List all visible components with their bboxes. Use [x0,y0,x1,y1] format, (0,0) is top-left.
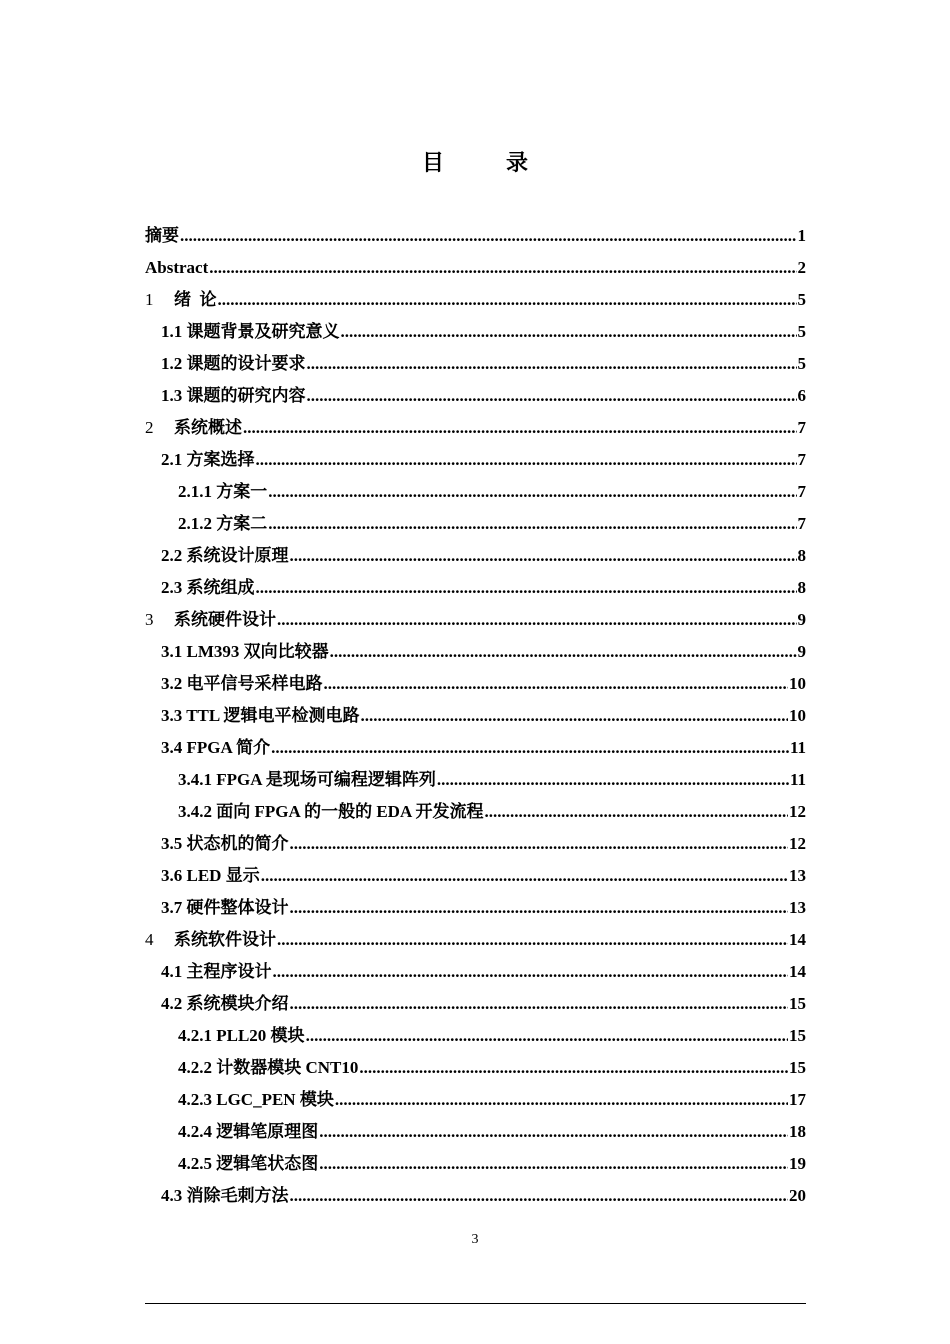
dot-leader [277,924,788,956]
toc-entry[interactable] [145,636,806,668]
toc-entry-label: 3.5 状态机的简介 [161,834,289,853]
page-number: 3 [471,1232,479,1247]
toc-page-number: 7 [797,418,806,437]
toc-entry[interactable] [145,476,806,508]
dot-leader [218,284,797,316]
footer-rule [145,1303,806,1304]
toc-page-number: 13 [789,898,806,917]
dot-leader [319,1148,788,1180]
toc-entry-label: 4.2 系统模块介绍 [161,994,289,1013]
toc-entry-label: 4.2.3 LGC_PEN 模块 [178,1090,334,1109]
toc-entry-label: 2.3 系统组成 [161,578,255,597]
toc-chapter-number: 2 [145,418,154,437]
toc-page-number: 12 [789,802,806,821]
toc-entry-label: 1.2 课题的设计要求 [161,354,306,373]
toc-entry[interactable] [145,380,806,412]
toc-title: 目 录 [421,151,548,176]
toc-page-number: 5 [797,354,806,373]
toc-page-number: 20 [789,1186,806,1205]
toc-page-number: 6 [797,386,806,405]
toc-page-number: 10 [789,706,806,725]
toc-page-number: 15 [789,1058,806,1077]
toc-chapter-title: 系统软件设计 [174,930,276,949]
toc-entry[interactable] [145,540,806,572]
toc-page-number: 1 [797,226,806,245]
toc-entry-label: 3.7 硬件整体设计 [161,898,289,917]
dot-leader [268,508,796,540]
dot-leader [290,540,797,572]
toc-chapter-number: 4 [145,930,154,949]
toc-page-number: 7 [797,514,806,533]
toc-entry[interactable] [145,348,806,380]
toc-entry-label: 3.4 FPGA 简介 [161,738,271,757]
dot-leader [307,380,797,412]
toc-entry[interactable] [145,1052,806,1084]
toc-entry-label: 4.2.1 PLL20 模块 [178,1026,305,1045]
toc-chapter-number: 1 [145,290,154,309]
dot-leader [209,252,796,284]
toc-page-number: 10 [789,674,806,693]
toc-entry-label: 3.1 LM393 双向比较器 [161,642,329,661]
toc-entry-label: Abstract [145,258,209,277]
toc-entry[interactable] [145,316,806,348]
dot-leader [324,668,789,700]
toc-entry[interactable] [145,988,806,1020]
toc-entry[interactable] [145,796,806,828]
dot-leader [261,860,788,892]
dot-leader [290,988,789,1020]
table-of-contents [145,220,806,1212]
toc-entry[interactable] [145,284,806,316]
dot-leader [180,220,797,252]
toc-entry-label: 4.2.2 计数器模块 CNT10 [178,1058,359,1077]
dot-leader [256,444,797,476]
dot-leader [335,1084,788,1116]
toc-entry[interactable] [145,1084,806,1116]
dot-leader [268,476,796,508]
toc-entry[interactable] [145,764,806,796]
toc-page-number: 7 [797,482,806,501]
toc-page-number: 5 [797,322,806,341]
toc-chapter-number: 3 [145,610,154,629]
dot-leader [361,700,788,732]
toc-page-number: 14 [789,930,806,949]
toc-entry-label: 3.6 LED 显示 [161,866,260,885]
toc-entry[interactable] [145,604,806,636]
toc-entry[interactable] [145,412,806,444]
dot-leader [271,732,789,764]
toc-page-number: 8 [797,546,806,565]
dot-leader [330,636,797,668]
toc-chapter-title: 绪 论 [174,290,217,309]
toc-entry-label: 1.3 课题的研究内容 [161,386,306,405]
dot-leader [277,604,797,636]
toc-entry-label: 3.3 TTL 逻辑电平检测电路 [161,706,360,725]
toc-entry-label: 3.4.2 面向 FPGA 的一般的 EDA 开发流程 [178,802,484,821]
toc-entry[interactable] [145,732,806,764]
dot-leader [290,892,789,924]
toc-chapter-title: 系统硬件设计 [174,610,276,629]
dot-leader [437,764,789,796]
toc-page-number: 14 [789,962,806,981]
toc-page-number: 17 [789,1090,806,1109]
toc-entry-label: 2.2 系统设计原理 [161,546,289,565]
dot-leader [307,348,797,380]
toc-entry[interactable] [145,828,806,860]
toc-page-number: 15 [789,1026,806,1045]
dot-leader [273,956,789,988]
dot-leader [256,572,797,604]
toc-entry-label: 4.2.5 逻辑笔状态图 [178,1154,319,1173]
toc-entry[interactable] [145,1116,806,1148]
dot-leader [319,1116,788,1148]
toc-chapter-title: 系统概述 [174,418,242,437]
toc-entry-label: 4.1 主程序设计 [161,962,272,981]
dot-leader [290,828,789,860]
toc-entry-label: 4.3 消除毛刺方法 [161,1186,289,1205]
toc-entry-label [145,924,276,956]
toc-page-number: 7 [797,450,806,469]
toc-entry-label: 2.1.2 方案二 [178,514,268,533]
toc-page-number: 9 [797,610,806,629]
toc-page-number: 5 [797,290,806,309]
toc-entry-label: 摘要 [145,226,179,245]
toc-entry-label: 1.1 课题背景及研究意义 [161,322,340,341]
toc-page-number: 19 [789,1154,806,1173]
toc-page-number: 2 [797,258,806,277]
toc-page-number: 18 [789,1122,806,1141]
toc-entry[interactable] [145,572,806,604]
dot-leader [359,1052,788,1084]
toc-entry[interactable] [145,508,806,540]
toc-page-number: 9 [797,642,806,661]
toc-entry[interactable] [145,1148,806,1180]
toc-entry[interactable] [145,1020,806,1052]
toc-page-number: 11 [789,738,806,757]
toc-entry[interactable] [145,956,806,988]
dot-leader [306,1020,788,1052]
toc-entry-label [145,284,217,316]
dot-leader [485,796,788,828]
toc-entry-label [145,412,242,444]
dot-leader [290,1180,789,1212]
toc-entry[interactable] [145,924,806,956]
toc-entry[interactable] [145,1180,806,1212]
toc-entry[interactable] [145,444,806,476]
toc-entry[interactable] [145,668,806,700]
dot-leader [243,412,797,444]
toc-entry-label: 4.2.4 逻辑笔原理图 [178,1122,319,1141]
toc-entry[interactable] [145,700,806,732]
toc-page-number: 8 [797,578,806,597]
toc-page-number: 11 [789,770,806,789]
toc-page-number: 13 [789,866,806,885]
toc-page-number: 15 [789,994,806,1013]
toc-entry-label: 3.4.1 FPGA 是现场可编程逻辑阵列 [178,770,436,789]
toc-entry[interactable] [145,860,806,892]
toc-page-number: 12 [789,834,806,853]
toc-entry[interactable] [145,220,806,252]
toc-entry-label: 3.2 电平信号采样电路 [161,674,323,693]
toc-entry-label: 2.1 方案选择 [161,450,255,469]
toc-entry[interactable] [145,892,806,924]
dot-leader [341,316,797,348]
toc-entry-label: 2.1.1 方案一 [178,482,268,501]
toc-entry-label [145,604,276,636]
toc-entry[interactable] [145,252,806,284]
